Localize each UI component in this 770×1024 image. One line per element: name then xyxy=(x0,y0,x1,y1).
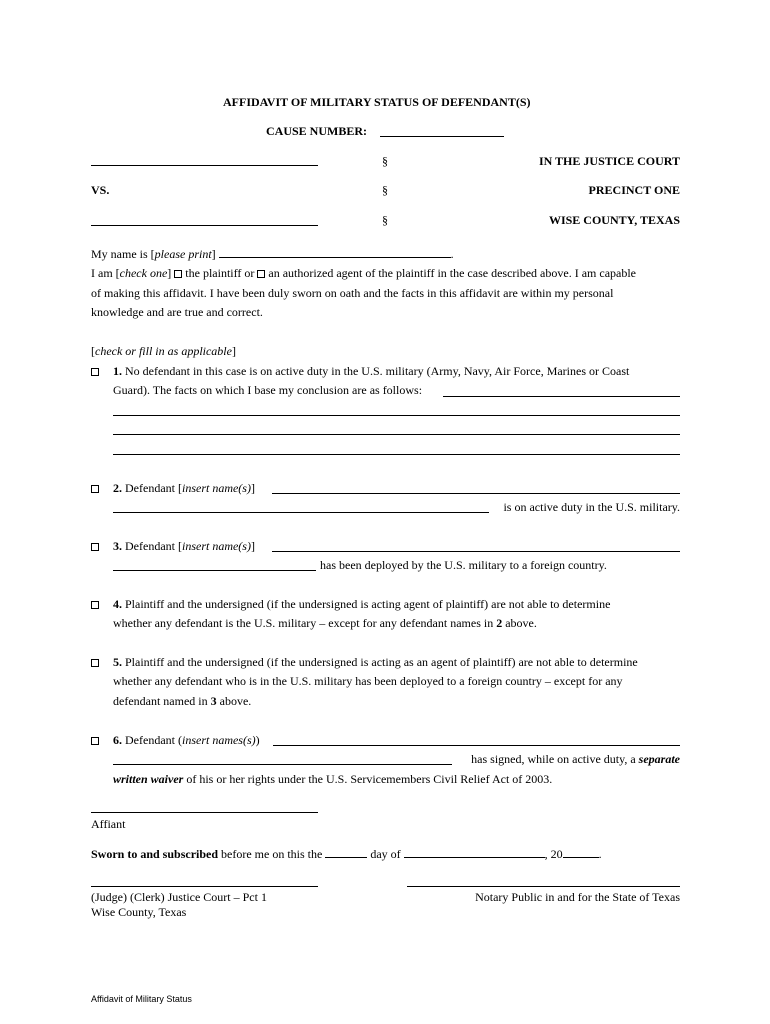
agent-option-label: an authorized agent of the plaintiff in the case described above. I am capable xyxy=(268,266,637,280)
sworn-text-c: , 20 xyxy=(544,847,563,861)
item-6-name-field[interactable] xyxy=(273,745,680,746)
sworn-text-d: . xyxy=(598,847,602,861)
item-2-suffix: ] xyxy=(250,481,255,495)
notary-label: Notary Public in and for the State of Texas xyxy=(475,890,680,904)
item-5-line-3-text: defendant named in xyxy=(113,694,211,708)
plaintiff-option-label: the plaintiff or xyxy=(185,266,255,280)
item-5-checkbox-wrap xyxy=(91,655,99,670)
sworn-text-a: before me on this the xyxy=(218,847,326,861)
item-3-line-2: has been deployed by the U.S. military to a foreign country. xyxy=(320,558,607,572)
name-end: . xyxy=(450,247,454,261)
item-6-checkbox-wrap xyxy=(91,733,99,748)
page-footer: Affidavit of Military Status xyxy=(91,994,192,1004)
item-6-line-3-text: of his or her rights under the U.S. Servicemembers Civil Relief Act of 2003. xyxy=(183,772,553,786)
item-2-name-field[interactable] xyxy=(272,493,680,494)
section-mark: § xyxy=(382,154,388,168)
affiant-label: Affiant xyxy=(91,817,126,831)
item-6-number: 6. xyxy=(113,733,122,747)
plaintiff-checkbox[interactable] xyxy=(174,270,182,278)
court-name: IN THE JUSTICE COURT xyxy=(538,154,680,168)
item-5-line-1 xyxy=(113,655,638,670)
capacity-prefix: I am [ xyxy=(91,266,120,280)
instruction-text: check or fill in as applicable xyxy=(95,344,232,358)
item-1-text: No defendant in this case is on active duty in the U.S. military (Army, Navy, Air Force, Marines or Coast xyxy=(125,364,630,378)
plaintiff-name-field[interactable] xyxy=(91,165,318,166)
name-line xyxy=(91,246,454,262)
item-3-hint: insert name(s) xyxy=(181,539,251,553)
item-1-facts-field[interactable] xyxy=(113,454,680,455)
instruction-close: ] xyxy=(231,344,236,358)
document-title: AFFIDAVIT OF MILITARY STATUS OF DEFENDANT(S) xyxy=(223,95,531,109)
item-6-prefix: Defendant ( xyxy=(125,733,182,747)
name-prefix: My name is [ xyxy=(91,247,155,261)
item-6-name-field[interactable] xyxy=(113,764,452,765)
sworn-text-b: day of xyxy=(367,847,404,861)
item-2-checkbox-wrap xyxy=(91,481,99,496)
intro-line-3: knowledge and are true and correct. xyxy=(91,305,263,319)
item-1-facts-field[interactable] xyxy=(443,396,680,397)
name-suffix: ] xyxy=(211,247,216,261)
item-6-line-1 xyxy=(113,733,260,748)
item-2-line-2: is on active duty in the U.S. military. xyxy=(503,500,680,514)
item-4-line-2 xyxy=(113,616,537,631)
sworn-day-field[interactable] xyxy=(325,846,367,858)
capacity-bracket: ] xyxy=(167,266,172,280)
item-1-checkbox-wrap xyxy=(91,364,99,379)
item-4-text: Plaintiff and the undersigned (if the undersigned is acting agent of plaintiff) are not able to determine xyxy=(125,597,611,611)
item-5-text: Plaintiff and the undersigned (if the undersigned is acting as an agent of plaintiff) are not able to determine xyxy=(125,655,638,669)
sworn-month-field[interactable] xyxy=(404,846,545,858)
judge-label-1: (Judge) (Clerk) Justice Court – Pct 1 xyxy=(91,890,267,904)
intro-line-2: of making this affidavit. I have been duly sworn on oath and the facts in this affidavit are within my personal xyxy=(91,286,614,300)
item-3-checkbox[interactable] xyxy=(91,543,99,551)
item-3-name-field[interactable] xyxy=(272,551,680,552)
county-name: WISE COUNTY, TEXAS xyxy=(548,213,680,227)
item-2-line-1 xyxy=(113,481,255,496)
item-2-number: 2. xyxy=(113,481,122,495)
item-6-suffix: ) xyxy=(255,733,260,747)
affiant-signature-field[interactable] xyxy=(91,812,318,813)
item-6-waiver: written waiver xyxy=(113,772,184,786)
item-5-line-2: whether any defendant who is in the U.S. military has been deployed to a foreign country – except for any xyxy=(113,674,623,688)
item-5-checkbox[interactable] xyxy=(91,659,99,667)
item-2-hint: insert name(s) xyxy=(181,481,251,495)
sworn-bold: Sworn to and subscribed xyxy=(91,847,219,861)
item-3-name-field[interactable] xyxy=(113,570,316,571)
item-3-number: 3. xyxy=(113,539,122,553)
item-4-checkbox-wrap xyxy=(91,597,99,612)
sworn-year-field[interactable] xyxy=(563,846,599,858)
judge-label-2: Wise County, Texas xyxy=(91,905,187,919)
capacity-hint: check one xyxy=(119,266,168,280)
item-6-line-3 xyxy=(113,772,552,787)
item-2-name-field[interactable] xyxy=(113,512,489,513)
item-3-suffix: ] xyxy=(250,539,255,553)
instruction xyxy=(91,344,236,359)
sworn-line xyxy=(91,846,602,862)
section-mark: § xyxy=(382,213,388,227)
item-1-facts-field[interactable] xyxy=(113,434,680,435)
item-6-hint: insert names(s) xyxy=(181,733,256,747)
item-3-checkbox-wrap xyxy=(91,539,99,554)
item-4-line-1 xyxy=(113,597,610,612)
item-4-ref: 2 xyxy=(496,616,503,630)
item-3-line-1 xyxy=(113,539,255,554)
item-1-checkbox[interactable] xyxy=(91,368,99,376)
defendant-name-field[interactable] xyxy=(91,225,318,226)
item-1-line-2: Guard). The facts on which I base my conclusion are as follows: xyxy=(113,383,423,397)
item-5-number: 5. xyxy=(113,655,122,669)
section-mark: § xyxy=(382,183,388,197)
item-4-checkbox[interactable] xyxy=(91,601,99,609)
item-1-facts-field[interactable] xyxy=(113,415,680,416)
affiant-name-field[interactable] xyxy=(219,246,451,258)
item-6-checkbox[interactable] xyxy=(91,737,99,745)
item-6-separate: separate xyxy=(638,752,680,766)
item-4-line-2-end: above. xyxy=(502,616,537,630)
item-5-line-3 xyxy=(113,694,251,709)
instruction-open: [ xyxy=(91,344,95,358)
item-6-line-2-text: has signed, while on active duty, a xyxy=(471,752,639,766)
item-6-line-2 xyxy=(471,752,680,767)
item-5-line-3-end: above. xyxy=(216,694,252,708)
item-5-ref: 3 xyxy=(210,694,217,708)
cause-number-label: CAUSE NUMBER: xyxy=(266,124,368,138)
item-3-prefix: Defendant [ xyxy=(125,539,182,553)
judge-signature-field[interactable] xyxy=(91,886,318,887)
name-hint: please print xyxy=(154,247,212,261)
capacity-line xyxy=(91,266,636,281)
cause-number-field[interactable] xyxy=(380,136,504,137)
notary-signature-field[interactable] xyxy=(407,886,680,887)
item-2-checkbox[interactable] xyxy=(91,485,99,493)
item-4-line-2-text: whether any defendant is the U.S. military – except for any defendant names in xyxy=(113,616,497,630)
agent-checkbox[interactable] xyxy=(257,270,265,278)
item-1-number: 1. xyxy=(113,364,122,378)
versus-label: VS. xyxy=(91,183,110,197)
item-1-line-1 xyxy=(113,364,629,379)
item-2-prefix: Defendant [ xyxy=(125,481,182,495)
precinct-name: PRECINCT ONE xyxy=(588,183,680,197)
item-4-number: 4. xyxy=(113,597,122,611)
